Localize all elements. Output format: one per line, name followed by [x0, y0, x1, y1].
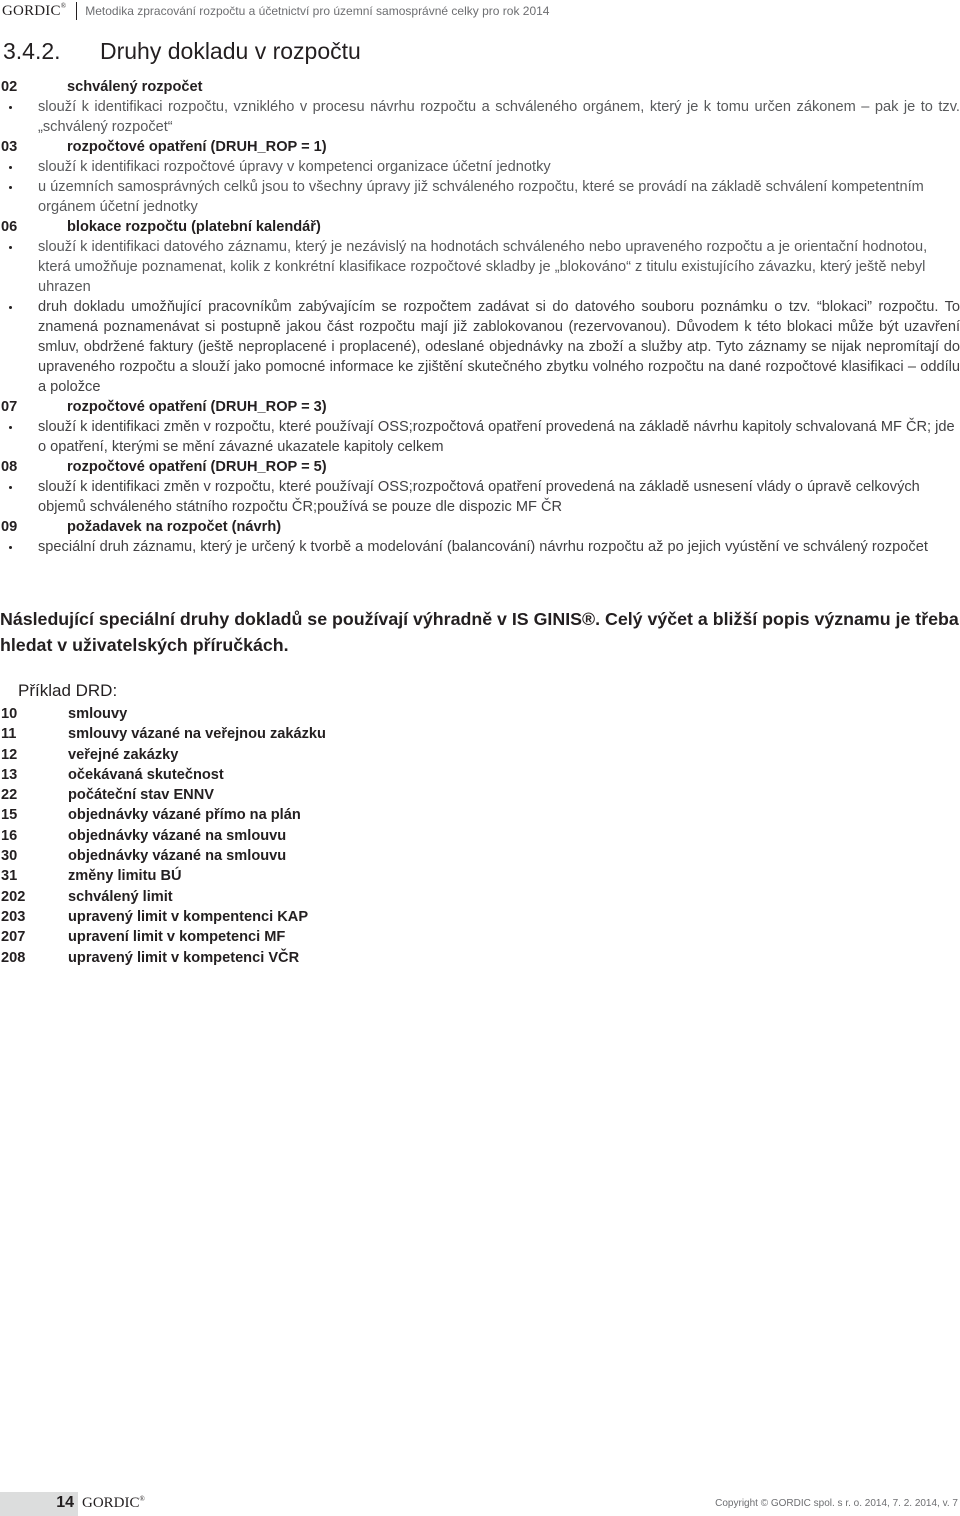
item-code: 22	[1, 787, 18, 804]
document-title: Metodika zpracování rozpočtu a účetnictví pro územní samosprávné celky pro rok 2014	[85, 4, 550, 18]
list-item	[0, 927, 400, 947]
page-header	[0, 0, 960, 22]
example-heading: Příklad DRD:	[18, 681, 118, 700]
page-number: 14	[56, 1494, 74, 1511]
section-title: Druhy dokladu v rozpočtu	[100, 38, 361, 64]
item-label: schválený limit	[68, 888, 173, 905]
code-number: 07	[1, 399, 18, 415]
bullet-item: slouží k identifikaci změn v rozpočtu, které používají OSS;rozpočtová opatření provedená na základě návrhu kapitoly schvalovaná MF ČR; jde o opatření, kterými se mění závazné ukazatele kapitoly celkem	[0, 417, 960, 457]
item-code: 12	[1, 746, 18, 763]
item-label: upravený limit v kompetenci VČR	[68, 949, 300, 966]
code-row-02	[0, 77, 960, 97]
document-type-list	[0, 77, 960, 557]
code-row-08	[0, 457, 960, 477]
code-row-07	[0, 397, 960, 417]
item-code: 16	[1, 827, 18, 844]
bullet-item: u územních samosprávných celků jsou to všechny úpravy již schváleného rozpočtu, které se provádí na základě schválení kompetentním orgánem účetní jednotky	[0, 177, 960, 217]
list-item	[0, 866, 400, 886]
list-item	[0, 724, 400, 744]
code-label: blokace rozpočtu (platební kalendář)	[67, 219, 321, 235]
item-code: 30	[1, 848, 18, 865]
code-label: rozpočtové opatření (DRUH_ROP = 5)	[67, 459, 327, 475]
code-row-09	[0, 517, 960, 537]
code-label: rozpočtové opatření (DRUH_ROP = 3)	[67, 399, 327, 415]
item-code: 202	[1, 888, 26, 905]
list-item	[0, 826, 400, 846]
item-label: smlouvy vázané na veřejnou zakázku	[68, 726, 326, 743]
bullet-item: slouží k identifikaci změn v rozpočtu, které používají OSS;rozpočtová opatření provedená na základě usnesení vlády o úpravě celkových objemů schváleného státního rozpočtu ČR;používá se pouze dle dispozic MF ČR	[0, 477, 960, 517]
bullet-item: speciální druh záznamu, který je určený k tvorbě a modelování (balancování) návrhu rozpočtu až po jejich vyústění ve schválený rozpočet	[0, 537, 960, 557]
list-item	[0, 765, 400, 785]
list-item	[0, 805, 400, 825]
list-item	[0, 745, 400, 765]
code-row-03	[0, 137, 960, 157]
list-item	[0, 948, 400, 968]
footer-gordic-logo: GORDIC®	[82, 1495, 145, 1511]
list-item	[0, 785, 400, 805]
gordic-logo: GORDIC®	[2, 1, 67, 19]
item-label: objednávky vázané přímo na plán	[68, 807, 301, 824]
list-item	[0, 846, 400, 866]
item-label: upravený limit v kompentenci KAP	[68, 908, 309, 925]
item-label: počáteční stav ENNV	[68, 787, 214, 804]
item-label: smlouvy	[68, 706, 128, 722]
item-label: upravení limit v kompetenci MF	[68, 929, 286, 946]
code-number: 09	[1, 519, 18, 535]
bullet-item: slouží k identifikaci datového záznamu, který je nezávislý na hodnotách schváleného nebo upraveného rozpočtu a je orientační hodnotou, která umožňuje poznamenat, kolik z konkrétní klasifikace rozpočtové skladby je „blokováno“ z titulu existujícího závazku, který ještě nebyl uhrazen	[0, 237, 960, 297]
item-label: změny limitu BÚ	[68, 868, 182, 885]
code-number: 02	[1, 79, 18, 95]
page-number-box	[0, 1492, 78, 1516]
section-number: 3.4.2.	[3, 38, 61, 64]
item-label: veřejné zakázky	[68, 746, 179, 763]
item-label: objednávky vázané na smlouvu	[68, 827, 287, 844]
ginis-note: Následující speciální druhy dokladů se používají výhradně v IS GINIS®. Celý výčet a bližší popis významu je třeba hledat v uživatelských příručkách.	[0, 609, 959, 655]
item-label: objednávky vázané na smlouvu	[68, 848, 287, 865]
code-number: 06	[1, 219, 18, 235]
bullet-item: slouží k identifikaci rozpočtu, vzniklého v procesu návrhu rozpočtu a schváleného orgánem, který je k tomu určen zákonem – pak je to tzv. „schválený rozpočet“	[0, 97, 960, 137]
header-divider	[76, 2, 77, 20]
item-code: 203	[1, 908, 26, 925]
item-code: 10	[1, 706, 18, 722]
code-label: požadavek na rozpočet (návrh)	[67, 519, 282, 535]
code-row-06	[0, 217, 960, 237]
item-code: 31	[1, 868, 18, 885]
bullet-item: slouží k identifikaci rozpočtové úpravy v kompetenci organizace účetní jednotky	[0, 157, 960, 177]
list-item	[0, 887, 400, 907]
item-code: 208	[1, 949, 26, 966]
item-code: 13	[1, 766, 18, 783]
code-label: rozpočtové opatření (DRUH_ROP = 1)	[67, 139, 327, 155]
item-label: očekávaná skutečnost	[68, 766, 224, 783]
item-code: 15	[1, 807, 18, 824]
page-footer	[0, 1492, 960, 1516]
code-number: 03	[1, 139, 18, 155]
code-label: schválený rozpočet	[67, 79, 203, 95]
code-number: 08	[1, 459, 18, 475]
item-code: 207	[1, 929, 26, 946]
item-code: 11	[1, 726, 17, 743]
list-item	[0, 704, 400, 724]
drd-example-list	[0, 704, 400, 968]
section-heading	[3, 38, 361, 65]
list-item	[0, 907, 400, 927]
copyright-notice: Copyright © GORDIC spol. s r. o. 2014, 7. 2. 2014, v. 7	[715, 1498, 958, 1509]
bullet-item: druh dokladu umožňující pracovníkům zabývajícím se rozpočtem zadávat si do datového souboru poznámku o tzv. “blokaci” rozpočtu. To znamená poznamenávat si postupně jakou část rozpočtu mají již zablokovanou (rezervovanou). Důvodem k této blokaci může být uzavření smluv, obdržené faktury (ještě neproplacené i proplacené), odeslané objednávky na zboží a služby atp. Tyto záznamy se nijak nepromítají do upraveného rozpočtu a slouží jako pomocné informace ke zjištění skutečného zbytku volného rozpočtu na dané rozpočtové klasifikaci – oddílu a položce	[0, 297, 960, 397]
